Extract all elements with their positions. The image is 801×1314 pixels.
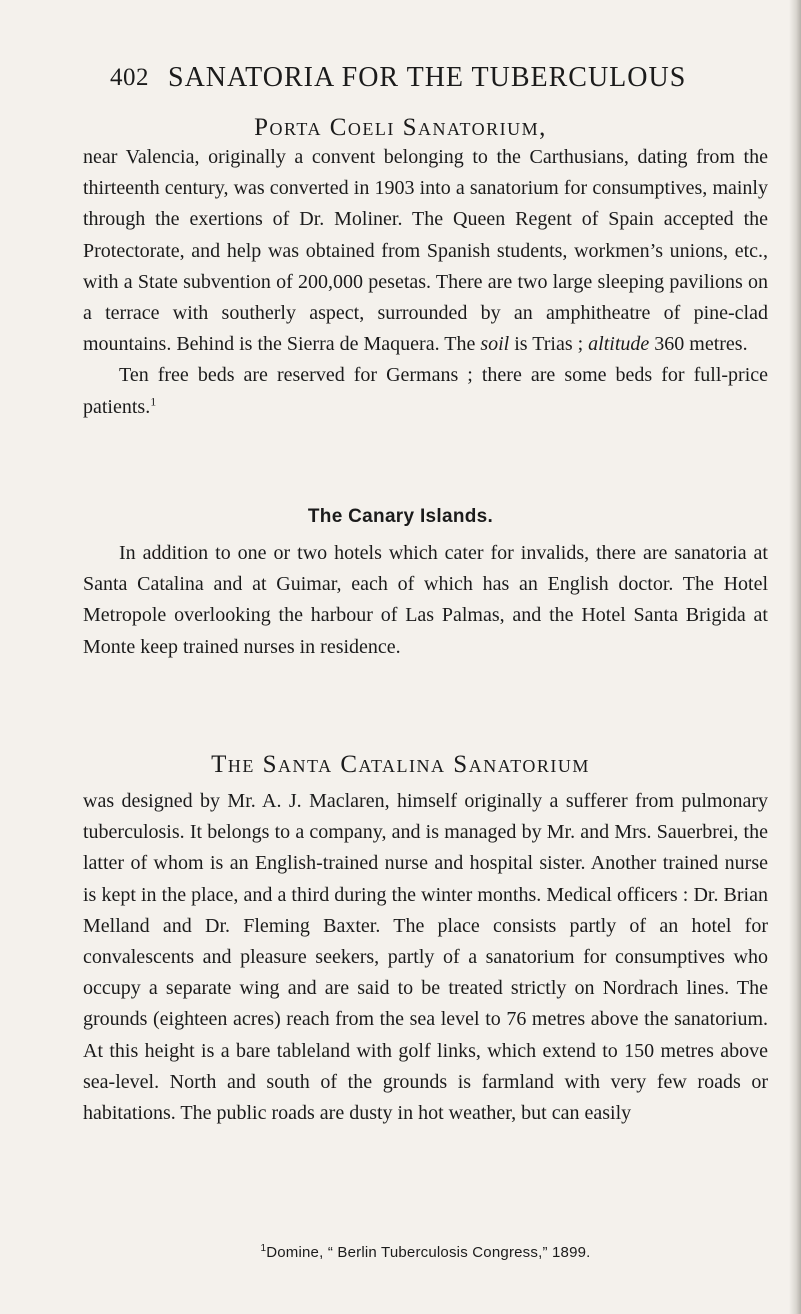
paragraph-text: is Trias ; [509,333,589,356]
running-title: SANATORIA FOR THE TUBERCULOUS [168,62,687,93]
page-number: 402 [110,64,149,91]
footnote-text: Domine, “ Berlin Tuberculosis Congress,” 1899. [266,1244,591,1261]
section-santa-catalina-body [83,786,768,1129]
footnote-reference: 1 [150,393,157,408]
paragraph [83,538,768,663]
footnote-marker: 1 [260,1243,267,1254]
italic-term-altitude: altitude [588,333,650,356]
paragraph-text: was designed by Mr. A. J. Maclaren, himself originally a sufferer from pulmonary tuberculosis. It belongs to a company, and is managed by Mr. and Mrs. Sauerbrei, the latter of whom is an English-trained nurse and hospital sister. Another trained nurse is kept in the place, and a third during the winter months. Medical officers : Dr. Brian Melland and Dr. Fleming Baxter. The place consists partly of an hotel for convalescents and pleasure seekers, partly of a sanatorium for consumptives who occupy a separate wing and are said to be treated strictly on Nordrach lines. The grounds (eighteen acres) reach from the sea level to 76 metres above the sanatorium. At this height is a bare tableland with golf links, which extend to 150 metres above sea-level. North and south of the grounds is farmland with very few roads or habitations. The public roads are dusty in hot weather, but can easily [83,790,768,1125]
section-porta-coeli-body [83,142,768,423]
footnote [83,1244,768,1261]
italic-term-soil: soil [480,333,510,356]
page-header [110,64,750,104]
page-edge-shadow [789,0,801,1314]
section-heading-santa-catalina: The Santa Catalina Sanatorium [211,751,590,778]
paragraph-text: Ten free beds are reserved for Germans ; there are some beds for full-price patients. [83,364,768,418]
paragraph-text: near Valencia, originally a convent belonging to the Carthusians, dating from the thirteenth century, was converted in 1903 into a sanatorium for consumptives, mainly through the exertions of Dr. Moliner. The Queen Regent of Spain accepted the Protectorate, and help was obtained from Spanish students, workmen’s unions, etc., with a State subvention of 200,000 pesetas. There are two large sleeping pavilions on a terrace with southerly aspect, surrounded by an amphitheatre of pine-clad mountains. Behind is the Sierra de Maquera. The [83,146,768,356]
section-canary-islands-body [83,538,768,663]
section-heading-porta-coeli: Porta Coeli Sanatorium, [254,114,547,141]
paragraph-text: In addition to one or two hotels which cater for invalids, there are sanatoria at Santa Catalina and at Guimar, each of which has an English doctor. The Hotel Metropole overlooking the harbour of Las Palmas, and the Hotel Santa Brigida at Monte keep trained nurses in residence. [83,542,768,658]
paragraph-text: 360 metres. [649,333,748,356]
paragraph [83,142,768,360]
paragraph [83,360,768,422]
paragraph [83,786,768,1129]
section-heading-canary-islands: The Canary Islands. [307,506,494,527]
